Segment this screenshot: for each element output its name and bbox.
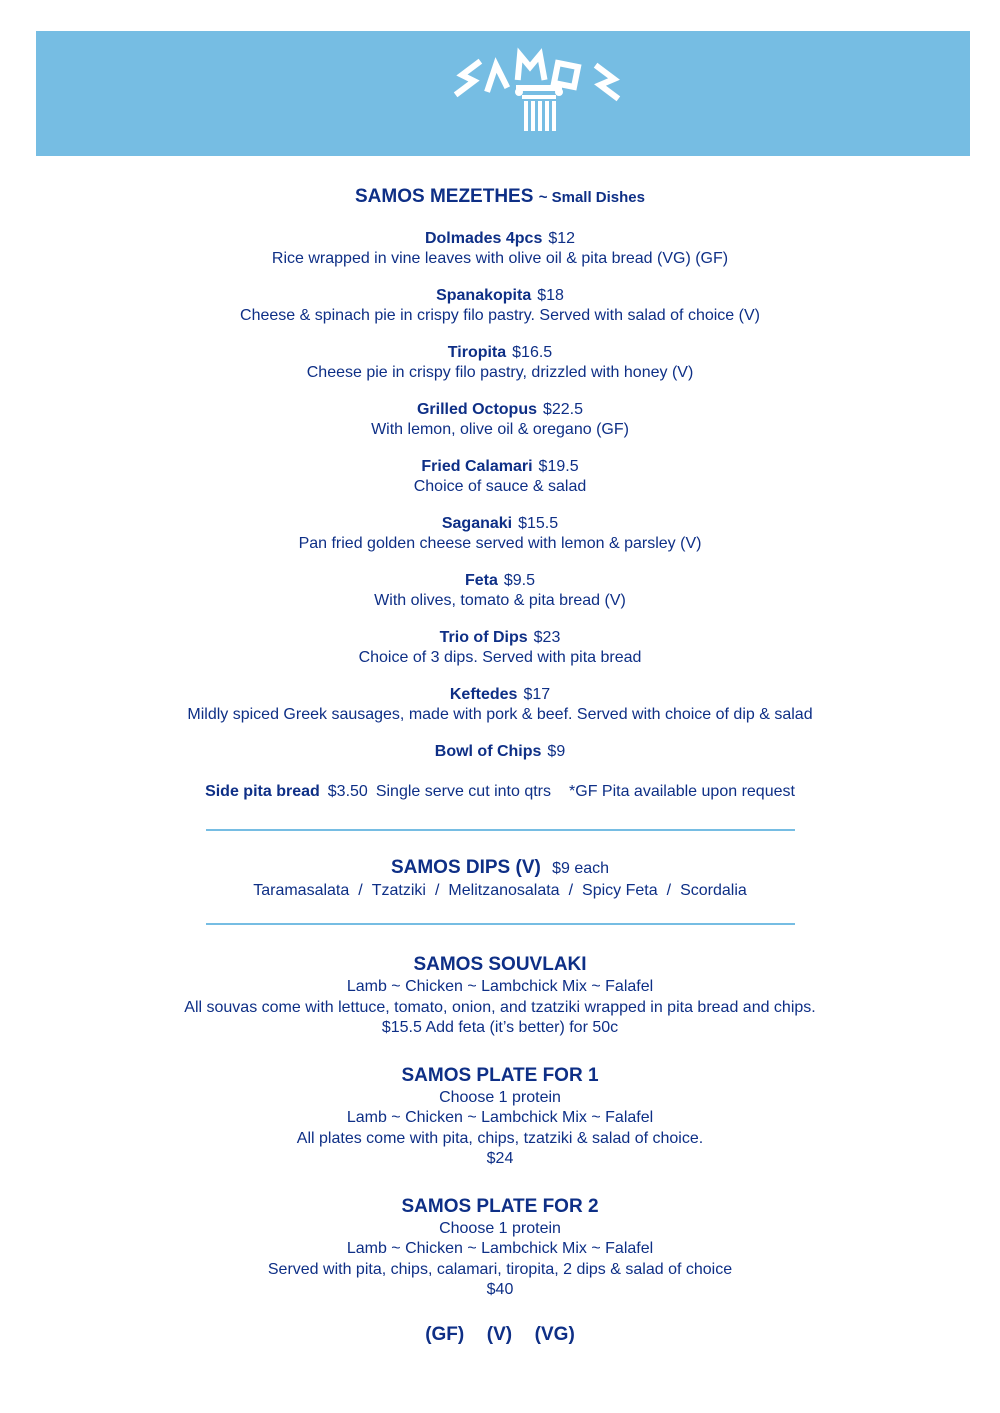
- menu-item-name: Keftedes: [449, 686, 518, 703]
- menu-item-price: $18: [537, 287, 564, 304]
- plate-for-2-line: Choose 1 protein: [439, 1219, 561, 1237]
- dip-separator: /: [434, 882, 440, 899]
- menu-item: [0, 343, 1000, 383]
- menu-item-head: [0, 514, 1000, 534]
- menu-item: [0, 742, 1000, 762]
- menu-item-head: [0, 628, 1000, 648]
- mezethes-title: SAMOS MEZETHES: [355, 186, 534, 207]
- menu-item-description: Choice of sauce & salad: [413, 478, 587, 495]
- menu-item-description: Choice of 3 dips. Served with pita bread: [358, 649, 642, 666]
- menu-item-price: $15.5: [518, 515, 559, 532]
- plate-for-2-line: Served with pita, chips, calamari, tiropita, 2 dips & salad of choice: [267, 1260, 733, 1278]
- souvlaki-section: [0, 953, 1000, 1039]
- mezethes-heading: [0, 185, 1000, 210]
- dip-item: Spicy Feta: [582, 882, 658, 899]
- souvlaki-line: All souvas come with lettuce, tomato, onion, and tzatziki wrapped in pita bread and chips.: [184, 998, 816, 1016]
- menu-item-head: [0, 742, 1000, 762]
- menu-item: [0, 229, 1000, 269]
- menu-item-head: [0, 571, 1000, 591]
- menu-item-price: $19.5: [538, 458, 579, 475]
- samos-logo: [448, 45, 628, 145]
- menu-content: [0, 185, 1000, 1347]
- menu-item: [0, 628, 1000, 668]
- header-banner: [36, 31, 970, 156]
- dip-item: Taramasalata: [253, 882, 350, 899]
- plate-for-1-price: $24: [486, 1150, 514, 1167]
- menu-item-name: Dolmades 4pcs: [424, 230, 543, 247]
- menu-item-head: [0, 343, 1000, 363]
- menu-item-description: Pan fried golden cheese served with lemon & parsley (V): [298, 535, 702, 552]
- souvlaki-line: $15.5 Add feta (it’s better) for 50c: [381, 1019, 619, 1036]
- menu-item-price: $12: [548, 230, 576, 247]
- menu-item: [0, 400, 1000, 440]
- greek-column-icon: [515, 85, 563, 131]
- menu-item-description: Rice wrapped in vine leaves with olive oil & pita bread (VG) (GF): [271, 250, 729, 267]
- plate-for-2-price: $40: [486, 1281, 514, 1298]
- menu-item-name: Fried Calamari: [421, 458, 533, 475]
- plate-for-2-line: Lamb ~ Chicken ~ Lambchick Mix ~ Falafel: [346, 1240, 654, 1257]
- divider-top: [206, 829, 795, 831]
- menu-item-name: Bowl of Chips: [434, 743, 542, 760]
- dip-item: Melitzanosalata: [448, 882, 560, 899]
- menu-item-price: $22.5: [542, 401, 584, 418]
- side-pita-name: Side pita bread: [205, 783, 320, 800]
- menu-item-head: [0, 286, 1000, 306]
- menu-item-name: Spanakopita: [436, 287, 532, 304]
- menu-item: [0, 514, 1000, 554]
- dietary-legend: (GF) (V) (VG): [425, 1323, 575, 1345]
- menu-item-price: $9: [547, 743, 566, 760]
- divider-bottom: [206, 923, 795, 925]
- dip-separator: /: [568, 882, 574, 899]
- menu-item: [0, 457, 1000, 497]
- side-pita-line: [0, 782, 1000, 802]
- menu-item-description: With lemon, olive oil & oregano (GF): [371, 421, 629, 438]
- plate-for-1-line: Choose 1 protein: [439, 1088, 561, 1106]
- menu-item-price: $23: [533, 629, 561, 646]
- plate-for-1-section: [0, 1064, 1000, 1170]
- dips-list: [0, 881, 1000, 901]
- dip-separator: /: [358, 882, 363, 899]
- menu-item-name: Feta: [464, 572, 498, 589]
- menu-item-description: Cheese pie in crispy filo pastry, drizzled with honey (V): [306, 364, 694, 381]
- menu-item-name: Trio of Dips: [439, 629, 528, 646]
- menu-item: [0, 286, 1000, 326]
- plate-for-1-line: All plates come with pita, chips, tzatziki & salad of choice.: [296, 1129, 704, 1147]
- menu-item-description: Cheese & spinach pie in crispy filo pastry. Served with salad of choice (V): [240, 307, 760, 324]
- side-pita-note: Single serve cut into qtrs: [375, 783, 552, 800]
- menu-item: [0, 685, 1000, 725]
- menu-item-head: [0, 457, 1000, 477]
- menu-item-head: [0, 400, 1000, 420]
- gf-pita-note: *GF Pita available upon request: [569, 783, 795, 800]
- plate-for-2-title: SAMOS PLATE FOR 2: [401, 1195, 599, 1217]
- menu-item-description: Mildly spiced Greek sausages, made with pork & beef. Served with choice of dip & salad: [187, 706, 813, 723]
- menu-item-price: $16.5: [512, 344, 553, 361]
- menu-item: [0, 571, 1000, 611]
- dips-title: SAMOS DIPS (V): [390, 857, 541, 878]
- dip-separator: /: [666, 882, 672, 899]
- dip-item: Scordalia: [680, 882, 747, 899]
- menu-item-head: [0, 685, 1000, 705]
- dips-heading: [0, 856, 1000, 881]
- menu-item-name: Grilled Octopus: [416, 401, 537, 418]
- menu-item-head: [0, 229, 1000, 249]
- souvlaki-title: SAMOS SOUVLAKI: [413, 954, 587, 975]
- souvlaki-line: Lamb ~ Chicken ~ Lambchick Mix ~ Falafel: [346, 978, 654, 995]
- menu-item-description: With olives, tomato & pita bread (V): [374, 592, 626, 609]
- menu-item-price: $9.5: [503, 572, 536, 589]
- side-pita-price: $3.50: [327, 783, 368, 800]
- menu-item-price: $17: [523, 686, 551, 703]
- menu-item-name: Tiropita: [447, 344, 507, 361]
- dips-price: $9 each: [552, 860, 610, 877]
- dip-item: Tzatziki: [371, 882, 426, 899]
- mezethes-subtitle: ~ Small Dishes: [538, 189, 645, 206]
- plate-for-2-section: [0, 1195, 1000, 1301]
- plate-for-1-line: Lamb ~ Chicken ~ Lambchick Mix ~ Falafel: [346, 1109, 654, 1126]
- plate-for-1-title: SAMOS PLATE FOR 1: [401, 1064, 599, 1086]
- mezethes-list: [0, 229, 1000, 762]
- menu-item-name: Saganaki: [441, 515, 513, 532]
